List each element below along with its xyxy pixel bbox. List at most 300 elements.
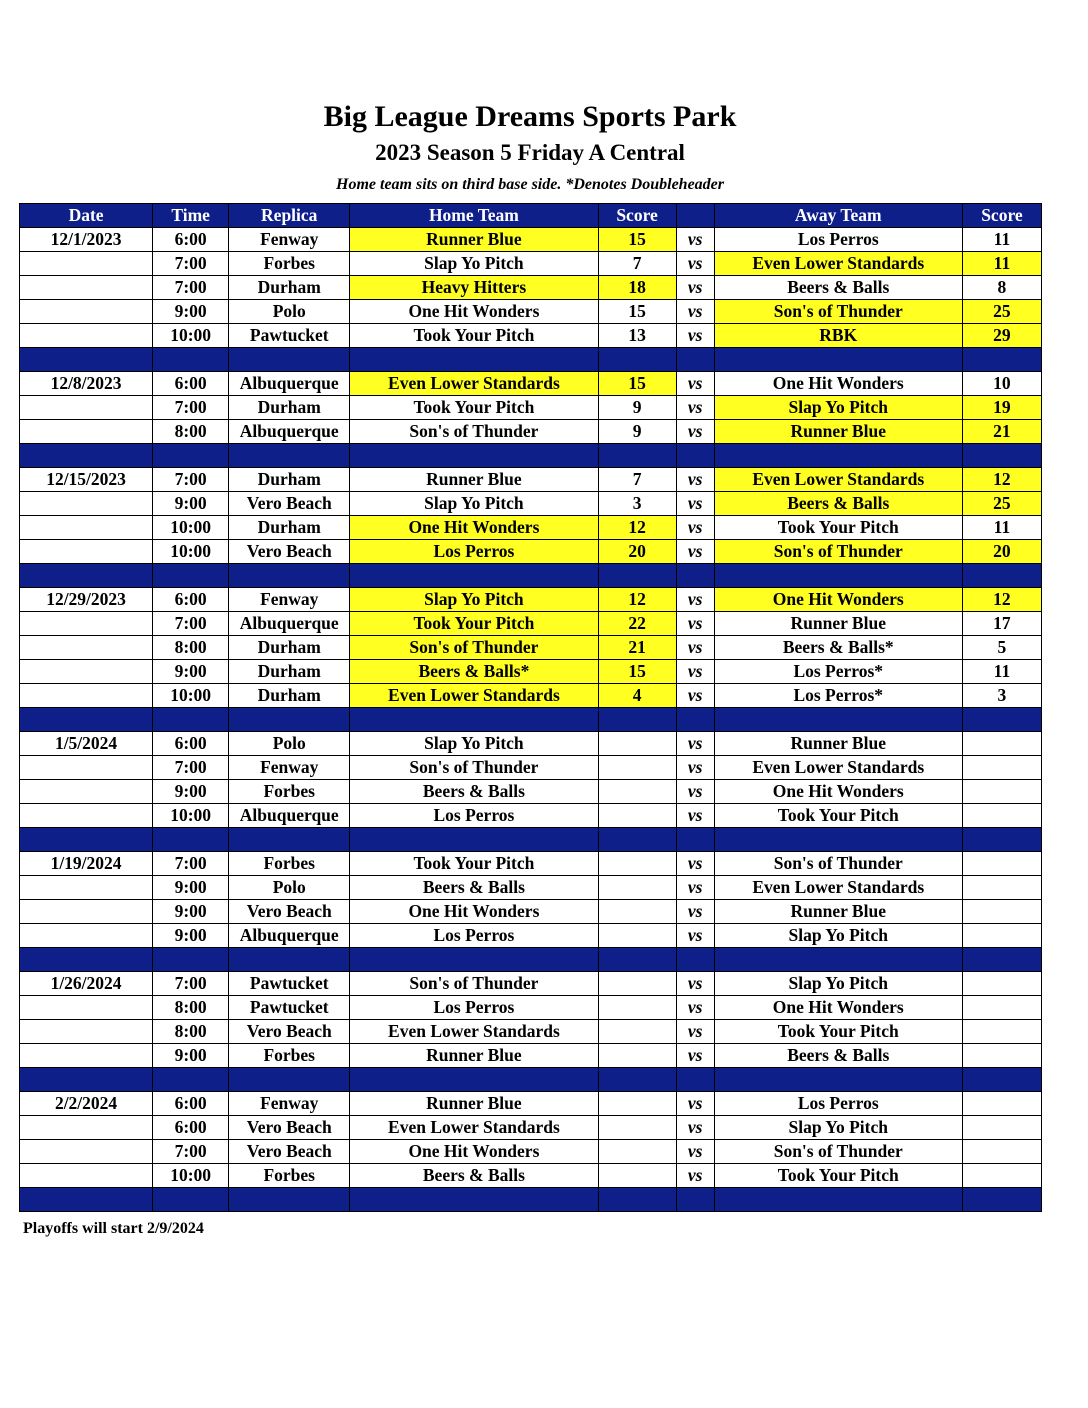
home-team-cell: Son's of Thunder xyxy=(350,636,598,660)
time-cell: 9:00 xyxy=(153,660,229,684)
time-cell: 8:00 xyxy=(153,420,229,444)
replica-cell: Durham xyxy=(229,468,350,492)
time-cell: 6:00 xyxy=(153,372,229,396)
home-team-cell: Beers & Balls xyxy=(350,1164,598,1188)
home-score-cell xyxy=(598,876,676,900)
away-team-cell: Beers & Balls xyxy=(714,276,962,300)
away-score-cell xyxy=(962,996,1041,1020)
home-team-cell: Son's of Thunder xyxy=(350,420,598,444)
week-separator-row xyxy=(20,1068,1042,1092)
away-team-cell: Even Lower Standards xyxy=(714,252,962,276)
vs-cell: vs xyxy=(676,516,714,540)
table-row xyxy=(20,852,1042,876)
separator-cell xyxy=(20,1068,153,1092)
away-score-cell xyxy=(962,1092,1041,1116)
home-score-cell xyxy=(598,1092,676,1116)
home-score-cell: 12 xyxy=(598,516,676,540)
home-score-cell: 22 xyxy=(598,612,676,636)
table-row xyxy=(20,420,1042,444)
away-team-cell: Even Lower Standards xyxy=(714,876,962,900)
away-team-cell: Son's of Thunder xyxy=(714,1140,962,1164)
table-row xyxy=(20,780,1042,804)
home-team-cell: Even Lower Standards xyxy=(350,1116,598,1140)
home-team-cell: One Hit Wonders xyxy=(350,300,598,324)
table-row xyxy=(20,492,1042,516)
away-team-cell: RBK xyxy=(714,324,962,348)
date-cell: 2/2/2024 xyxy=(20,1092,153,1116)
home-score-cell: 12 xyxy=(598,588,676,612)
time-cell: 7:00 xyxy=(153,1140,229,1164)
col-header-home-team: Home Team xyxy=(350,204,598,228)
time-cell: 6:00 xyxy=(153,228,229,252)
table-row xyxy=(20,396,1042,420)
date-cell xyxy=(20,996,153,1020)
vs-cell: vs xyxy=(676,540,714,564)
home-team-cell: One Hit Wonders xyxy=(350,1140,598,1164)
table-row xyxy=(20,252,1042,276)
separator-cell xyxy=(598,1188,676,1212)
home-team-cell: One Hit Wonders xyxy=(350,900,598,924)
home-team-cell: Los Perros xyxy=(350,540,598,564)
home-team-cell: Slap Yo Pitch xyxy=(350,252,598,276)
home-team-cell: Son's of Thunder xyxy=(350,972,598,996)
replica-cell: Durham xyxy=(229,516,350,540)
separator-cell xyxy=(229,1068,350,1092)
time-cell: 9:00 xyxy=(153,924,229,948)
separator-cell xyxy=(153,948,229,972)
away-team-cell: Runner Blue xyxy=(714,612,962,636)
home-team-cell: Took Your Pitch xyxy=(350,324,598,348)
away-score-cell: 20 xyxy=(962,540,1041,564)
away-score-cell xyxy=(962,1044,1041,1068)
home-team-cell: Runner Blue xyxy=(350,228,598,252)
away-score-cell xyxy=(962,732,1041,756)
table-row xyxy=(20,1092,1042,1116)
time-cell: 9:00 xyxy=(153,300,229,324)
vs-cell: vs xyxy=(676,1164,714,1188)
vs-cell: vs xyxy=(676,900,714,924)
separator-cell xyxy=(153,1188,229,1212)
home-team-cell: Took Your Pitch xyxy=(350,396,598,420)
vs-cell: vs xyxy=(676,684,714,708)
home-score-cell xyxy=(598,732,676,756)
separator-cell xyxy=(20,828,153,852)
date-cell xyxy=(20,1140,153,1164)
time-cell: 8:00 xyxy=(153,636,229,660)
vs-cell: vs xyxy=(676,252,714,276)
col-header-replica: Replica xyxy=(229,204,350,228)
separator-cell xyxy=(598,708,676,732)
separator-cell xyxy=(714,708,962,732)
week-separator-row xyxy=(20,564,1042,588)
separator-cell xyxy=(598,348,676,372)
vs-cell: vs xyxy=(676,876,714,900)
time-cell: 10:00 xyxy=(153,684,229,708)
separator-cell xyxy=(350,708,598,732)
separator-cell xyxy=(598,564,676,588)
away-team-cell: Slap Yo Pitch xyxy=(714,924,962,948)
separator-cell xyxy=(350,348,598,372)
time-cell: 9:00 xyxy=(153,780,229,804)
replica-cell: Polo xyxy=(229,732,350,756)
vs-cell: vs xyxy=(676,276,714,300)
vs-cell: vs xyxy=(676,924,714,948)
replica-cell: Fenway xyxy=(229,588,350,612)
week-separator-row xyxy=(20,348,1042,372)
home-score-cell: 18 xyxy=(598,276,676,300)
schedule-table xyxy=(19,203,1042,1212)
separator-cell xyxy=(714,1188,962,1212)
week-separator-row xyxy=(20,444,1042,468)
home-score-cell xyxy=(598,852,676,876)
home-team-cell: Even Lower Standards xyxy=(350,372,598,396)
away-score-cell xyxy=(962,1116,1041,1140)
col-header-time: Time xyxy=(153,204,229,228)
separator-cell xyxy=(962,1188,1041,1212)
separator-cell xyxy=(714,828,962,852)
replica-cell: Forbes xyxy=(229,780,350,804)
separator-cell xyxy=(20,444,153,468)
home-team-cell: Runner Blue xyxy=(350,1044,598,1068)
away-score-cell xyxy=(962,924,1041,948)
date-cell xyxy=(20,684,153,708)
vs-cell: vs xyxy=(676,1020,714,1044)
home-score-cell xyxy=(598,900,676,924)
separator-cell xyxy=(350,1068,598,1092)
replica-cell: Albuquerque xyxy=(229,804,350,828)
separator-cell xyxy=(598,828,676,852)
away-score-cell: 8 xyxy=(962,276,1041,300)
home-team-cell: Even Lower Standards xyxy=(350,684,598,708)
separator-cell xyxy=(20,564,153,588)
col-header-away-team: Away Team xyxy=(714,204,962,228)
table-row xyxy=(20,588,1042,612)
table-row xyxy=(20,660,1042,684)
home-team-cell: One Hit Wonders xyxy=(350,516,598,540)
separator-cell xyxy=(229,444,350,468)
home-score-cell: 9 xyxy=(598,420,676,444)
vs-cell: vs xyxy=(676,588,714,612)
date-cell: 12/29/2023 xyxy=(20,588,153,612)
away-team-cell: Slap Yo Pitch xyxy=(714,1116,962,1140)
vs-cell: vs xyxy=(676,972,714,996)
away-team-cell: Los Perros xyxy=(714,228,962,252)
home-team-cell: Beers & Balls xyxy=(350,780,598,804)
away-team-cell: Los Perros xyxy=(714,1092,962,1116)
time-cell: 10:00 xyxy=(153,516,229,540)
home-score-cell: 15 xyxy=(598,228,676,252)
away-score-cell xyxy=(962,804,1041,828)
away-score-cell: 11 xyxy=(962,252,1041,276)
date-cell xyxy=(20,252,153,276)
replica-cell: Durham xyxy=(229,276,350,300)
home-score-cell: 7 xyxy=(598,252,676,276)
away-team-cell: Son's of Thunder xyxy=(714,300,962,324)
away-team-cell: Beers & Balls xyxy=(714,1044,962,1068)
replica-cell: Albuquerque xyxy=(229,924,350,948)
vs-cell: vs xyxy=(676,636,714,660)
time-cell: 10:00 xyxy=(153,1164,229,1188)
schedule-body xyxy=(20,228,1042,1212)
home-score-cell xyxy=(598,804,676,828)
away-team-cell: Son's of Thunder xyxy=(714,852,962,876)
away-score-cell xyxy=(962,1140,1041,1164)
home-score-cell xyxy=(598,1164,676,1188)
home-team-cell: Runner Blue xyxy=(350,468,598,492)
separator-cell xyxy=(598,444,676,468)
table-row xyxy=(20,372,1042,396)
table-row xyxy=(20,972,1042,996)
separator-cell xyxy=(714,564,962,588)
replica-cell: Albuquerque xyxy=(229,612,350,636)
replica-cell: Durham xyxy=(229,636,350,660)
date-cell: 12/15/2023 xyxy=(20,468,153,492)
date-cell xyxy=(20,1044,153,1068)
separator-cell xyxy=(676,828,714,852)
separator-cell xyxy=(714,1068,962,1092)
separator-cell xyxy=(962,948,1041,972)
time-cell: 6:00 xyxy=(153,732,229,756)
away-team-cell: Even Lower Standards xyxy=(714,468,962,492)
separator-cell xyxy=(676,564,714,588)
replica-cell: Forbes xyxy=(229,1044,350,1068)
time-cell: 9:00 xyxy=(153,1044,229,1068)
replica-cell: Fenway xyxy=(229,1092,350,1116)
separator-cell xyxy=(20,348,153,372)
home-score-cell: 4 xyxy=(598,684,676,708)
away-team-cell: Took Your Pitch xyxy=(714,516,962,540)
table-row xyxy=(20,1140,1042,1164)
table-row xyxy=(20,1020,1042,1044)
table-row xyxy=(20,516,1042,540)
date-cell xyxy=(20,1116,153,1140)
home-score-cell xyxy=(598,996,676,1020)
separator-cell xyxy=(350,564,598,588)
vs-cell: vs xyxy=(676,324,714,348)
replica-cell: Pawtucket xyxy=(229,324,350,348)
home-score-cell xyxy=(598,756,676,780)
away-score-cell xyxy=(962,852,1041,876)
home-score-cell xyxy=(598,972,676,996)
away-team-cell: Runner Blue xyxy=(714,900,962,924)
away-team-cell: One Hit Wonders xyxy=(714,996,962,1020)
time-cell: 6:00 xyxy=(153,588,229,612)
separator-cell xyxy=(350,444,598,468)
table-row xyxy=(20,276,1042,300)
separator-cell xyxy=(676,348,714,372)
away-team-cell: One Hit Wonders xyxy=(714,780,962,804)
away-score-cell: 11 xyxy=(962,516,1041,540)
away-score-cell: 12 xyxy=(962,468,1041,492)
time-cell: 7:00 xyxy=(153,276,229,300)
date-cell xyxy=(20,300,153,324)
separator-cell xyxy=(229,1188,350,1212)
week-separator-row xyxy=(20,948,1042,972)
date-cell: 1/19/2024 xyxy=(20,852,153,876)
table-row xyxy=(20,996,1042,1020)
replica-cell: Durham xyxy=(229,684,350,708)
home-score-cell xyxy=(598,780,676,804)
home-score-cell: 15 xyxy=(598,660,676,684)
away-team-cell: Los Perros* xyxy=(714,684,962,708)
replica-cell: Forbes xyxy=(229,852,350,876)
time-cell: 9:00 xyxy=(153,492,229,516)
away-score-cell: 29 xyxy=(962,324,1041,348)
replica-cell: Forbes xyxy=(229,252,350,276)
season-subtitle: 2023 Season 5 Friday A Central xyxy=(375,140,685,165)
away-score-cell: 11 xyxy=(962,228,1041,252)
table-row xyxy=(20,612,1042,636)
time-cell: 7:00 xyxy=(153,756,229,780)
home-team-cell: Los Perros xyxy=(350,996,598,1020)
away-score-cell xyxy=(962,876,1041,900)
time-cell: 10:00 xyxy=(153,804,229,828)
table-row xyxy=(20,636,1042,660)
time-cell: 7:00 xyxy=(153,852,229,876)
away-score-cell: 17 xyxy=(962,612,1041,636)
separator-cell xyxy=(20,948,153,972)
home-score-cell xyxy=(598,924,676,948)
replica-cell: Durham xyxy=(229,396,350,420)
separator-cell xyxy=(676,948,714,972)
date-cell xyxy=(20,492,153,516)
away-score-cell xyxy=(962,972,1041,996)
date-cell: 1/26/2024 xyxy=(20,972,153,996)
away-team-cell: Beers & Balls* xyxy=(714,636,962,660)
home-team-cell: Los Perros xyxy=(350,804,598,828)
home-team-cell: Runner Blue xyxy=(350,1092,598,1116)
replica-cell: Polo xyxy=(229,876,350,900)
vs-cell: vs xyxy=(676,300,714,324)
replica-cell: Fenway xyxy=(229,228,350,252)
separator-cell xyxy=(598,948,676,972)
away-team-cell: Runner Blue xyxy=(714,732,962,756)
away-team-cell: One Hit Wonders xyxy=(714,588,962,612)
table-row xyxy=(20,732,1042,756)
col-header-home-score: Score xyxy=(598,204,676,228)
away-team-cell: Took Your Pitch xyxy=(714,1020,962,1044)
separator-cell xyxy=(153,708,229,732)
col-header-vs xyxy=(676,204,714,228)
away-score-cell: 10 xyxy=(962,372,1041,396)
away-score-cell: 25 xyxy=(962,300,1041,324)
home-team-cell: Took Your Pitch xyxy=(350,612,598,636)
separator-cell xyxy=(714,348,962,372)
page-title: Big League Dreams Sports Park xyxy=(323,100,737,133)
time-cell: 7:00 xyxy=(153,252,229,276)
separator-cell xyxy=(229,828,350,852)
table-row xyxy=(20,300,1042,324)
col-header-away-score: Score xyxy=(962,204,1041,228)
vs-cell: vs xyxy=(676,804,714,828)
date-cell xyxy=(20,876,153,900)
table-row xyxy=(20,756,1042,780)
away-team-cell: Took Your Pitch xyxy=(714,804,962,828)
home-score-cell xyxy=(598,1116,676,1140)
time-cell: 8:00 xyxy=(153,1020,229,1044)
schedule-note: Home team sits on third base side. *Denotes Doubleheader xyxy=(336,176,724,193)
date-cell: 12/1/2023 xyxy=(20,228,153,252)
away-team-cell: Los Perros* xyxy=(714,660,962,684)
vs-cell: vs xyxy=(676,852,714,876)
vs-cell: vs xyxy=(676,756,714,780)
date-cell xyxy=(20,900,153,924)
time-cell: 8:00 xyxy=(153,996,229,1020)
table-row xyxy=(20,228,1042,252)
away-team-cell: Slap Yo Pitch xyxy=(714,396,962,420)
home-score-cell xyxy=(598,1140,676,1164)
away-team-cell: Slap Yo Pitch xyxy=(714,972,962,996)
table-row xyxy=(20,900,1042,924)
separator-cell xyxy=(153,564,229,588)
date-cell xyxy=(20,924,153,948)
table-row xyxy=(20,684,1042,708)
away-team-cell: Beers & Balls xyxy=(714,492,962,516)
home-team-cell: Slap Yo Pitch xyxy=(350,588,598,612)
replica-cell: Pawtucket xyxy=(229,996,350,1020)
home-score-cell: 15 xyxy=(598,300,676,324)
table-row xyxy=(20,924,1042,948)
away-score-cell xyxy=(962,900,1041,924)
table-row xyxy=(20,1044,1042,1068)
separator-cell xyxy=(350,828,598,852)
time-cell: 7:00 xyxy=(153,972,229,996)
date-cell xyxy=(20,1164,153,1188)
vs-cell: vs xyxy=(676,1092,714,1116)
table-row xyxy=(20,540,1042,564)
separator-cell xyxy=(229,708,350,732)
home-team-cell: Even Lower Standards xyxy=(350,1020,598,1044)
date-cell xyxy=(20,804,153,828)
away-score-cell: 11 xyxy=(962,660,1041,684)
separator-cell xyxy=(350,1188,598,1212)
home-team-cell: Beers & Balls* xyxy=(350,660,598,684)
replica-cell: Durham xyxy=(229,660,350,684)
replica-cell: Fenway xyxy=(229,756,350,780)
home-score-cell: 13 xyxy=(598,324,676,348)
time-cell: 7:00 xyxy=(153,468,229,492)
separator-cell xyxy=(153,444,229,468)
away-score-cell: 5 xyxy=(962,636,1041,660)
table-row xyxy=(20,804,1042,828)
vs-cell: vs xyxy=(676,468,714,492)
vs-cell: vs xyxy=(676,660,714,684)
separator-cell xyxy=(676,1188,714,1212)
table-row xyxy=(20,1164,1042,1188)
vs-cell: vs xyxy=(676,780,714,804)
time-cell: 9:00 xyxy=(153,876,229,900)
replica-cell: Vero Beach xyxy=(229,900,350,924)
header-row xyxy=(20,204,1042,228)
separator-cell xyxy=(153,828,229,852)
away-score-cell xyxy=(962,1020,1041,1044)
table-row xyxy=(20,324,1042,348)
replica-cell: Vero Beach xyxy=(229,492,350,516)
separator-cell xyxy=(962,564,1041,588)
date-cell xyxy=(20,420,153,444)
away-score-cell: 12 xyxy=(962,588,1041,612)
away-score-cell xyxy=(962,780,1041,804)
away-score-cell: 21 xyxy=(962,420,1041,444)
away-score-cell: 19 xyxy=(962,396,1041,420)
away-team-cell: Runner Blue xyxy=(714,420,962,444)
vs-cell: vs xyxy=(676,996,714,1020)
date-cell xyxy=(20,396,153,420)
home-team-cell: Slap Yo Pitch xyxy=(350,492,598,516)
col-header-date: Date xyxy=(20,204,153,228)
separator-cell xyxy=(598,1068,676,1092)
home-score-cell: 9 xyxy=(598,396,676,420)
